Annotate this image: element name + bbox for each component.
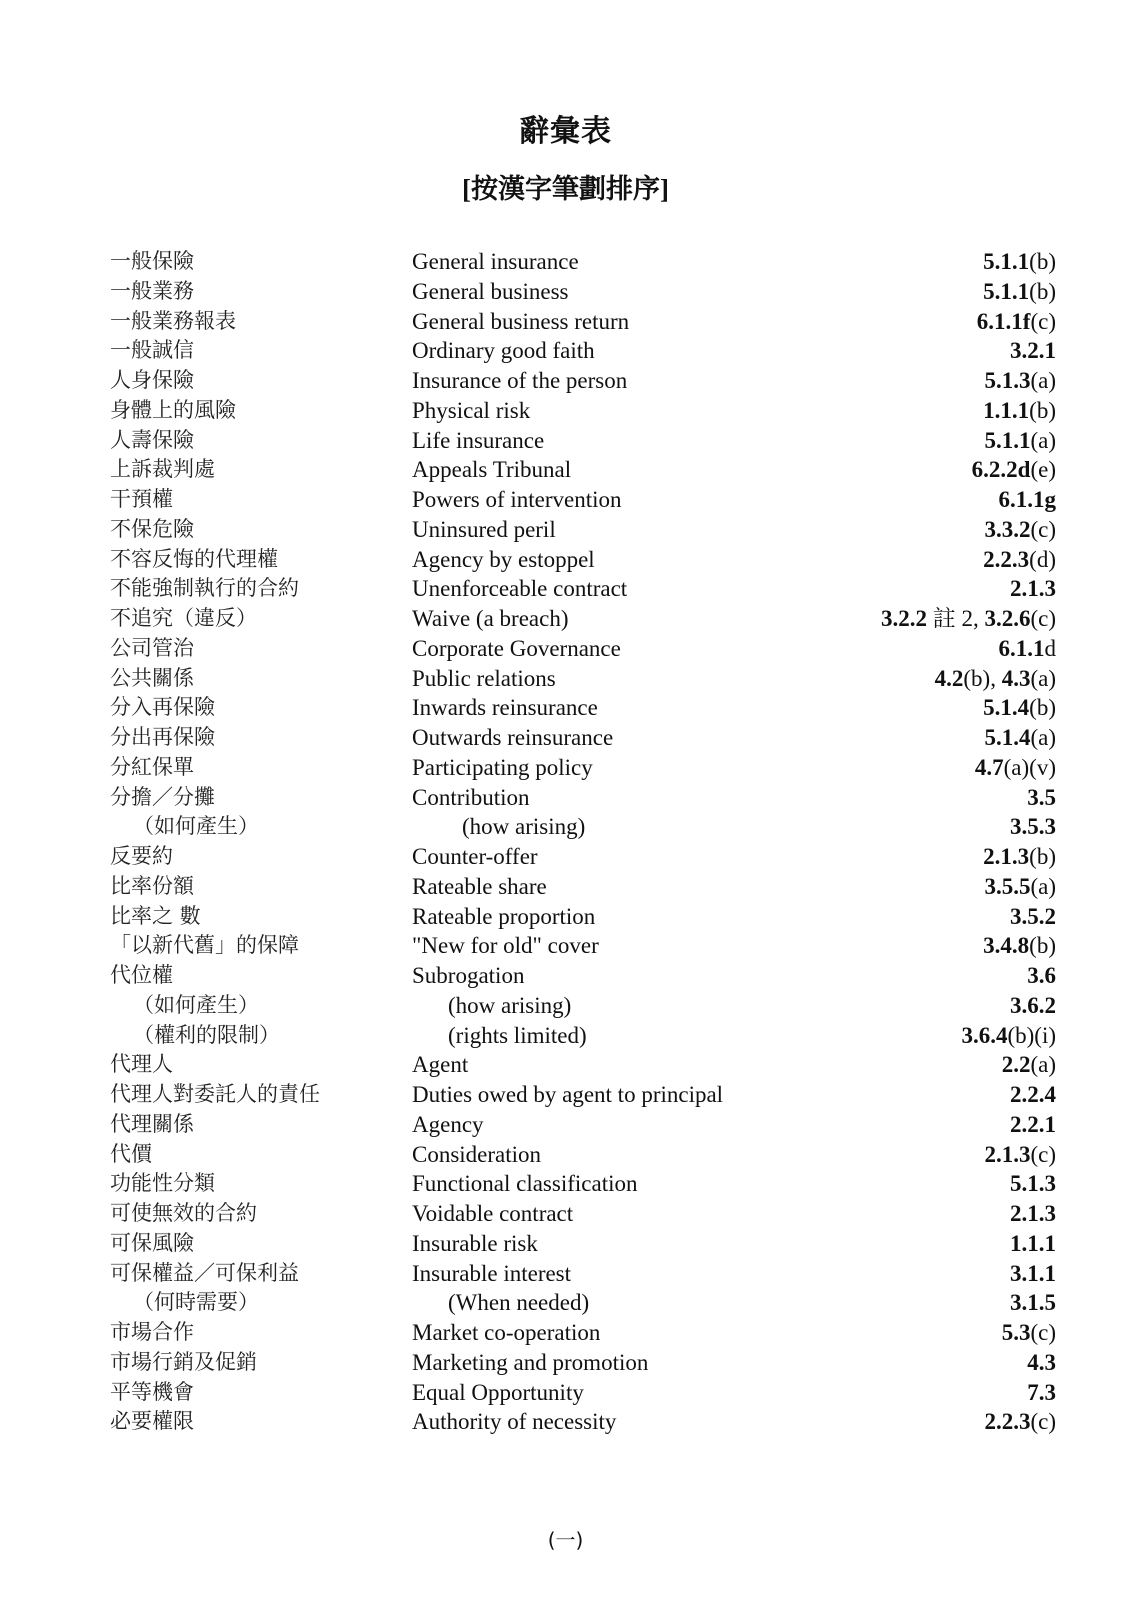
term-english: Equal Opportunity — [412, 1379, 584, 1405]
term-english: Physical risk — [412, 397, 531, 423]
term-english: Market co-operation — [412, 1320, 601, 1345]
glossary-row — [0, 753, 1131, 783]
glossary-row — [0, 336, 1131, 366]
term-chinese: 一般業務 — [110, 278, 194, 303]
page-title: 辭彙表 — [519, 115, 612, 148]
reference-section-number: 2.1.3 — [984, 1141, 1031, 1167]
reference-section-number: 3.3.2 — [984, 516, 1031, 542]
glossary-row — [0, 1407, 1131, 1437]
term-chinese: 代位權 — [110, 963, 173, 987]
reference-qualifier: (b) — [1029, 397, 1056, 423]
glossary-row — [0, 574, 1131, 604]
term-chinese: 比率份額 — [110, 873, 194, 898]
glossary-row — [0, 991, 1131, 1021]
term-chinese: 人壽保險 — [110, 427, 194, 452]
reference-qualifier: (c) — [1030, 308, 1056, 334]
term-english: Unenforceable contract — [412, 576, 628, 602]
reference-section-number: 5.1.4 — [984, 725, 1031, 750]
term-chinese: 功能性分類 — [110, 1171, 215, 1196]
glossary-row — [0, 693, 1131, 723]
term-english: Contribution — [412, 784, 530, 810]
reference-section-number: 7.3 — [1027, 1379, 1056, 1405]
section-reference — [977, 307, 1056, 336]
term-chinese: 反要約 — [110, 844, 173, 868]
reference-section-number: 3.6 — [1027, 963, 1056, 988]
term-chinese: （權利的限制） — [133, 1022, 280, 1047]
reference-qualifier: (c) — [1030, 1409, 1056, 1435]
section-reference — [984, 872, 1056, 901]
term-chinese: 代價 — [110, 1141, 152, 1166]
term-english: "New for old" cover — [412, 933, 599, 959]
term-english: Insurable risk — [412, 1230, 538, 1256]
reference-section-number: 5.3 — [1001, 1320, 1031, 1345]
glossary-row — [0, 485, 1131, 515]
reference-qualifier: d — [1044, 635, 1056, 661]
reference-section-number: 6.1.1f — [976, 308, 1031, 334]
reference-section-number: 4.3 — [1027, 1349, 1056, 1375]
glossary-row — [0, 1229, 1131, 1259]
glossary-row — [0, 1110, 1131, 1140]
section-reference — [975, 753, 1056, 782]
term-english: Voidable contract — [412, 1201, 574, 1226]
term-chinese: （何時需要） — [133, 1290, 259, 1315]
reference-qualifier: (a) — [1030, 427, 1056, 453]
reference-section-number: 2.2 — [1001, 1052, 1031, 1078]
section-reference — [984, 515, 1056, 544]
section-reference — [983, 693, 1056, 722]
section-reference — [1002, 1318, 1056, 1347]
term-chinese: 代理人對委託人的責任 — [110, 1082, 320, 1106]
term-chinese: 可保風險 — [110, 1230, 194, 1255]
reference-section-number: 3.5.3 — [1010, 814, 1056, 840]
reference-section-number: 5.1.1 — [984, 427, 1031, 453]
term-chinese: （如何產生） — [133, 814, 259, 839]
reference-section-number: 3.6.2 — [1010, 992, 1056, 1018]
reference-qualifier: (c) — [1030, 1141, 1056, 1167]
section-reference — [1010, 902, 1056, 931]
reference-section-number: 2.1.3 — [983, 844, 1030, 869]
term-english: Agency — [412, 1111, 484, 1137]
reference-section-number: 4.3 — [1001, 665, 1031, 691]
reference-section-number: 6.2.2d — [971, 457, 1031, 483]
reference-section-number: 6.1.1g — [998, 487, 1056, 512]
reference-section-number: 3.2.1 — [1010, 338, 1056, 364]
glossary-row — [0, 664, 1131, 694]
term-english: Rateable proportion — [412, 903, 596, 929]
glossary-row — [0, 812, 1131, 842]
term-english: Agency by estoppel — [412, 546, 595, 572]
section-reference — [984, 426, 1056, 455]
section-reference — [983, 396, 1056, 425]
section-reference — [881, 604, 1056, 633]
glossary-row — [0, 783, 1131, 813]
term-english: Participating policy — [412, 754, 593, 780]
reference-section-number: 5.1.4 — [983, 695, 1030, 721]
reference-section-number: 3.1.5 — [1010, 1290, 1056, 1316]
reference-section-number: 5.1.1 — [983, 278, 1030, 304]
glossary-row — [0, 961, 1131, 991]
term-chinese: 分擔／分攤 — [110, 784, 215, 809]
term-english: Powers of intervention — [412, 487, 622, 512]
glossary-row — [0, 277, 1131, 307]
reference-section-number: 2.2.4 — [1010, 1082, 1056, 1107]
term-english: Insurable interest — [412, 1260, 572, 1286]
section-reference — [984, 366, 1056, 395]
term-english: Rateable share — [412, 873, 547, 899]
term-english: Corporate Governance — [412, 635, 621, 661]
reference-section-number: 5.1.3 — [1010, 1171, 1056, 1197]
reference-qualifier: (d) — [1029, 546, 1056, 572]
section-reference — [999, 485, 1057, 514]
reference-section-number: 4.7 — [974, 754, 1004, 780]
reference-section-number: 5.1.1 — [983, 249, 1030, 274]
reference-qualifier: 註 2, — [926, 606, 985, 631]
term-english: General business — [412, 278, 569, 304]
reference-section-number: 3.5.2 — [1010, 903, 1056, 929]
glossary-row — [0, 247, 1131, 277]
section-reference — [1010, 1259, 1056, 1288]
term-chinese: 代理關係 — [110, 1111, 194, 1136]
section-reference — [1027, 961, 1056, 990]
reference-section-number: 3.1.1 — [1010, 1260, 1056, 1286]
term-chinese: 分紅保單 — [110, 754, 194, 779]
reference-qualifier: (a) — [1030, 1052, 1056, 1078]
glossary-row — [0, 902, 1131, 932]
reference-qualifier: (b) — [1029, 844, 1056, 869]
glossary-row — [0, 1050, 1131, 1080]
reference-section-number: 1.1.1 — [1010, 1230, 1056, 1256]
reference-section-number: 2.1.3 — [1010, 1201, 1056, 1226]
term-chinese: 分入再保險 — [110, 695, 215, 720]
section-reference — [984, 1140, 1056, 1169]
term-chinese: 可使無效的合約 — [110, 1201, 257, 1225]
term-english: Ordinary good faith — [412, 338, 595, 364]
term-english: Counter-offer — [412, 844, 538, 869]
term-chinese: 必要權限 — [110, 1409, 194, 1434]
section-reference — [1010, 1288, 1056, 1317]
section-reference — [1027, 1378, 1056, 1407]
reference-qualifier: (b)(i) — [1007, 1022, 1056, 1048]
section-reference — [1010, 812, 1056, 841]
term-english: Duties owed by agent to principal — [412, 1082, 724, 1107]
glossary-row — [0, 872, 1131, 902]
term-english: Insurance of the person — [412, 368, 628, 393]
term-english: Inwards reinsurance — [412, 695, 598, 721]
reference-qualifier: (a) — [1030, 368, 1056, 393]
glossary-row — [0, 426, 1131, 456]
glossary-row — [0, 1021, 1131, 1051]
section-reference — [983, 247, 1056, 276]
term-chinese: 人身保險 — [110, 368, 194, 392]
glossary-row — [0, 366, 1131, 396]
section-reference — [983, 931, 1056, 960]
term-chinese: 干預權 — [110, 487, 173, 511]
glossary-row — [0, 1288, 1131, 1318]
glossary-row — [0, 1080, 1131, 1110]
reference-section-number: 4.2 — [934, 665, 964, 691]
term-chinese: 市場合作 — [110, 1320, 194, 1344]
term-english: (rights limited) — [448, 1022, 587, 1048]
reference-qualifier: (b) — [1029, 249, 1056, 274]
term-english: Life insurance — [412, 427, 545, 453]
page-subtitle: [按漢字筆劃排序] — [462, 174, 669, 204]
reference-qualifier: (a)(v) — [1003, 754, 1056, 780]
glossary-row — [0, 396, 1131, 426]
term-chinese: 一般保險 — [110, 249, 194, 273]
reference-qualifier: (c) — [1030, 516, 1056, 542]
reference-qualifier: (c) — [1030, 1320, 1056, 1345]
page-number: (一) — [547, 1528, 584, 1552]
term-chinese: 身體上的風險 — [110, 397, 236, 422]
reference-section-number: 2.1.3 — [1010, 576, 1056, 602]
glossary-row — [0, 515, 1131, 545]
term-chinese: 一般業務報表 — [110, 308, 236, 333]
reference-qualifier: (b) — [1029, 933, 1056, 959]
glossary-row — [0, 1318, 1131, 1348]
glossary-row — [0, 545, 1131, 575]
reference-qualifier: (c) — [1030, 606, 1056, 631]
reference-section-number: 1.1.1 — [983, 397, 1030, 423]
section-reference — [983, 545, 1056, 574]
glossary-row — [0, 604, 1131, 634]
reference-section-number: 3.5 — [1027, 784, 1056, 810]
reference-qualifier: (a) — [1030, 725, 1056, 750]
glossary-row — [0, 1259, 1131, 1289]
reference-qualifier: (b) — [1029, 695, 1056, 721]
term-english: (how arising) — [448, 992, 572, 1018]
glossary-row — [0, 634, 1131, 664]
term-english: Waive (a breach) — [412, 606, 569, 631]
reference-qualifier: (b), — [963, 665, 1002, 691]
term-chinese: 不容反悔的代理權 — [110, 546, 278, 571]
term-english: Uninsured peril — [412, 516, 556, 542]
term-english: Authority of necessity — [412, 1409, 617, 1435]
term-chinese: 不保危險 — [110, 516, 194, 541]
section-reference — [1010, 1110, 1056, 1139]
section-reference — [984, 723, 1056, 752]
glossary-row — [0, 1348, 1131, 1378]
term-english: Outwards reinsurance — [412, 725, 614, 750]
reference-section-number: 5.1.3 — [984, 368, 1031, 393]
reference-qualifier: (a) — [1030, 665, 1056, 691]
section-reference — [983, 277, 1056, 306]
reference-section-number: 3.5.5 — [984, 873, 1031, 899]
section-reference — [1010, 1199, 1056, 1228]
section-reference — [1027, 783, 1056, 812]
reference-section-number: 2.2.3 — [983, 546, 1030, 572]
reference-section-number: 3.4.8 — [983, 933, 1030, 959]
glossary-row — [0, 723, 1131, 753]
term-chinese: 分出再保險 — [110, 725, 215, 749]
reference-section-number: 2.2.3 — [984, 1409, 1031, 1435]
section-reference — [1010, 1080, 1056, 1109]
term-chinese: 「以新代舊」的保障 — [110, 933, 299, 958]
section-reference — [1002, 1050, 1056, 1079]
glossary-row — [0, 842, 1131, 872]
term-english: (how arising) — [462, 814, 586, 840]
term-chinese: 不能強制執行的合約 — [110, 576, 299, 601]
section-reference — [935, 664, 1056, 693]
section-reference — [972, 455, 1056, 484]
section-reference — [1010, 336, 1056, 365]
term-chinese: （如何產生） — [133, 992, 259, 1017]
term-english: (When needed) — [448, 1290, 590, 1316]
section-reference — [1010, 1169, 1056, 1198]
reference-qualifier: (a) — [1030, 873, 1056, 899]
section-reference — [961, 1021, 1056, 1050]
term-english: Marketing and promotion — [412, 1349, 649, 1375]
term-english: Subrogation — [412, 963, 525, 988]
term-english: Functional classification — [412, 1171, 638, 1197]
term-english: Appeals Tribunal — [412, 457, 572, 483]
term-english: General insurance — [412, 249, 579, 274]
glossary-row — [0, 307, 1131, 337]
term-english: Agent — [412, 1052, 469, 1078]
term-chinese: 一般誠信 — [110, 338, 194, 363]
term-chinese: 不追究（違反） — [110, 606, 257, 630]
glossary-row — [0, 1169, 1131, 1199]
section-reference — [984, 1407, 1056, 1436]
term-chinese: 比率之 數 — [110, 903, 201, 928]
reference-section-number: 3.2.6 — [984, 606, 1031, 631]
term-english: Consideration — [412, 1141, 542, 1167]
term-chinese: 可保權益／可保利益 — [110, 1260, 299, 1285]
reference-section-number: 6.1.1 — [998, 635, 1045, 661]
term-chinese: 公司管治 — [110, 635, 194, 660]
section-reference — [1010, 991, 1056, 1020]
glossary-table — [0, 247, 1131, 1437]
term-chinese: 公共關係 — [110, 665, 194, 690]
term-chinese: 代理人 — [110, 1052, 173, 1077]
term-chinese: 上訴裁判處 — [110, 457, 215, 482]
glossary-row — [0, 455, 1131, 485]
glossary-row — [0, 1199, 1131, 1229]
reference-qualifier: (e) — [1030, 457, 1056, 483]
reference-section-number: 3.2.2 — [880, 606, 927, 631]
reference-section-number: 3.6.4 — [961, 1022, 1008, 1048]
reference-qualifier: (b) — [1029, 278, 1056, 304]
term-chinese: 平等機會 — [110, 1379, 194, 1404]
term-chinese: 市場行銷及促銷 — [110, 1349, 257, 1374]
reference-section-number: 2.2.1 — [1010, 1111, 1056, 1137]
glossary-row — [0, 1378, 1131, 1408]
section-reference — [1010, 1229, 1056, 1258]
glossary-row — [0, 931, 1131, 961]
term-english: Public relations — [412, 665, 556, 691]
term-english: General business return — [412, 308, 630, 334]
section-reference — [999, 634, 1057, 663]
section-reference — [983, 842, 1056, 871]
section-reference — [1027, 1348, 1056, 1377]
section-reference — [1010, 574, 1056, 603]
glossary-row — [0, 1140, 1131, 1170]
